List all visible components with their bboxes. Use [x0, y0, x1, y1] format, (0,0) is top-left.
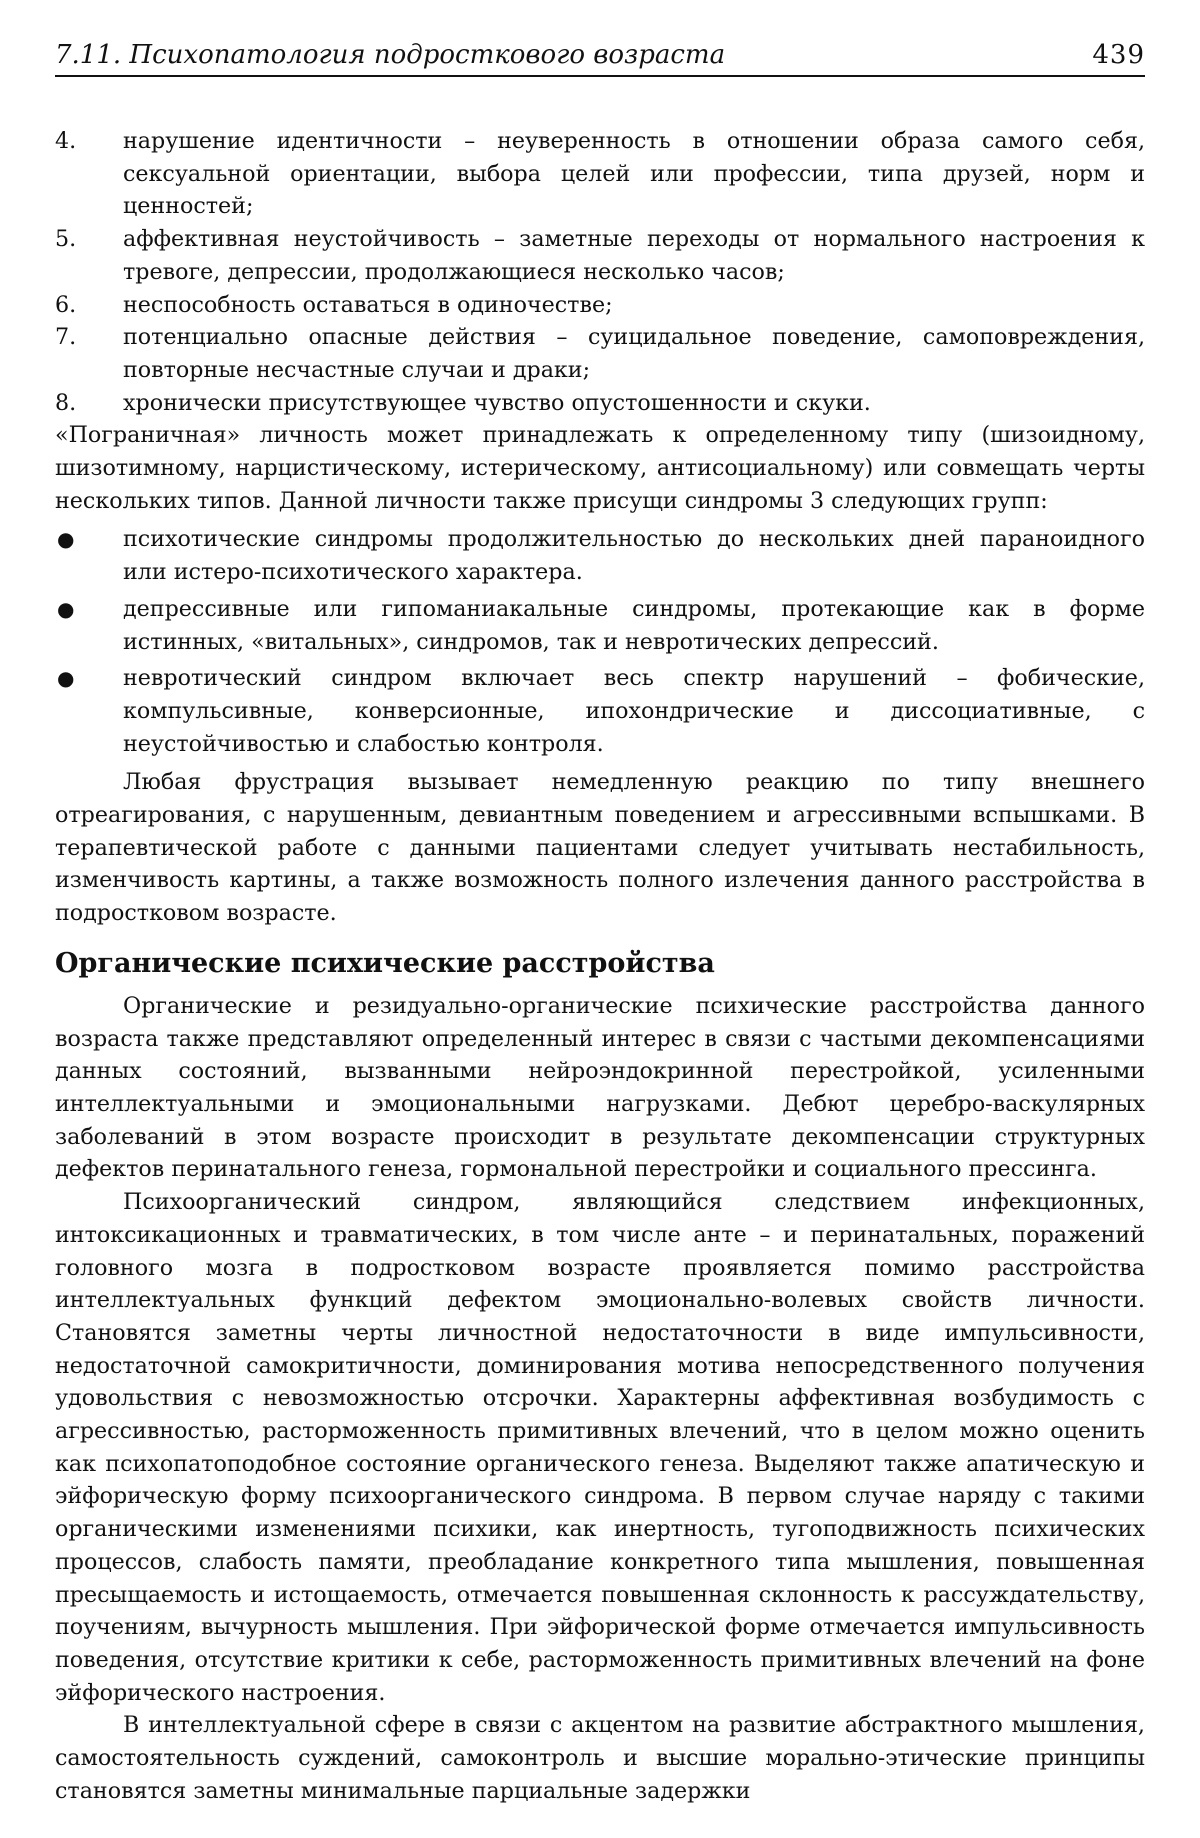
section-paragraph: В интеллектуальной сфере в связи с акцентом на развитие абстрактного мышления, самостоятельность суждений, самоконтроль и высшие морально-этические принципы становятся заметны минимальные парциальные задержки — [55, 1712, 1145, 1804]
section-paragraph: Психоорганический синдром, являющийся следствием инфекционных, интоксикационных и травматических, в том числе анте – и перинатальных, поражений головного мозга в подростковом возрасте проявляется помимо расстройства интеллектуальных функций дефектом эмоционально-волевых свойств личности. Становятся заметны черты личностной недостаточности в виде импульсивности, недостаточной самокритичности, доминирования мотива непосредственного получения удовольствия с невозможностью отсрочки. Характерны аффективная возбудимость с агрессивностью, расторможенность примитивных влечений, что в целом можно оценить как психопатоподобное состояние органического генеза. Выделяют также апатическую и эйфорическую форму психоорганического синдрома. В первом случае наряду с такими органическими изменениями психики, как инертность, тугоподвижность психических процессов, слабость памяти, преобладание конкретного типа мышления, повышенная пресыщаемость и истощаемость, отмечается повышенная склонность к рассуждательству, поучениям, вычурность мышления. При эйфорической форме отмечается импульсивность поведения, отсутствие критики к себе, расторможенность примитивных влечений на фоне эйфорического настроения. — [55, 1189, 1145, 1706]
item-text: хронически присутствующее чувство опустошенности и скуки. — [123, 389, 871, 416]
item-number: 6. — [55, 291, 77, 318]
item-text: нарушение идентичности – неуверенность в отношении образа самого себя, сексуальной ориентации, выбора целей или профессии, типа друзей, норм и ценностей; — [123, 128, 1145, 220]
bullet-text: депрессивные или гипоманиакальные синдромы, протекающие как в форме истинных, «витальных», синдромов, так и невротических депрессий. — [123, 595, 1145, 655]
numbered-list — [55, 125, 1145, 419]
bullet-icon: ● — [57, 527, 75, 552]
numbered-list-item — [55, 387, 1145, 420]
item-text: неспособность оставаться в одиночестве; — [123, 291, 613, 318]
section-paragraph: Органические и резидуально-органические психические расстройства данного возраста также представляют определенный интерес в связи с частыми декомпенсациями данных состояний, вызванными нейроэндокринной перестройкой, усиленными интеллектуальными и эмоциональными нагрузками. Дебют церебро-васкулярных заболеваний в этом возрасте происходит в результате декомпенсации структурных дефектов перинатального генеза, гормональной перестройки и социального прессинга. — [55, 992, 1145, 1183]
page-body — [55, 125, 1145, 1807]
item-number: 4. — [55, 128, 77, 154]
page-number: 439 — [1092, 40, 1145, 70]
numbered-list-item — [55, 289, 1145, 322]
bullet-list — [55, 523, 1145, 760]
bullet-text: невротический синдром включает весь спектр нарушений – фобические, компульсивные, конверсионные, ипохондрические и диссоциативные, с неустойчивостью и слабостью контроля. — [123, 665, 1145, 757]
item-text: потенциально опасные действия – суицидальное поведение, самоповреждения, повторные несчастные случаи и драки; — [123, 324, 1145, 383]
intro-paragraph: «Пограничная» личность может принадлежать к определенному типу (шизоидному, шизотимному, нарцистическому, истерическому, антисоциальному) или совмещать черты нескольких типов. Данной личности также присущи синдромы 3 следующих групп: — [55, 422, 1145, 514]
running-header — [55, 38, 1145, 77]
bullet-icon: ● — [57, 596, 75, 621]
bullet-icon: ● — [57, 666, 75, 691]
numbered-list-item — [55, 321, 1145, 386]
section-heading: Органические психические расстройства — [55, 947, 715, 979]
numbered-list-item — [55, 125, 1145, 223]
item-number: 7. — [55, 324, 77, 351]
bullet-list-item — [55, 662, 1145, 760]
bullet-list-item — [55, 593, 1145, 658]
numbered-list-item — [55, 223, 1145, 288]
frustration-paragraph: Любая фрустрация вызывает немедленную реакцию по типу внешнего отреагирования, с нарушенным, девиантным поведением и агрессивными вспышками. В терапевтической работе с данными пациентами следует учитывать нестабильность, изменчивость картины, а также возможность полного излечения данного расстройства в подростковом возрасте. — [55, 769, 1145, 927]
item-text: аффективная неустойчивость – заметные переходы от нормального настроения к тревоге, депрессии, продолжающиеся несколько часов; — [123, 226, 1145, 285]
running-header-title: 7.11. Психопатология подросткового возраста — [55, 40, 726, 70]
item-number: 8. — [55, 389, 77, 416]
bullet-text: психотические синдромы продолжительностью до нескольких дней параноидного или истеро-психотического характера. — [123, 526, 1145, 586]
book-page — [55, 38, 1145, 1807]
item-number: 5. — [55, 226, 77, 253]
bullet-list-item — [55, 523, 1145, 588]
